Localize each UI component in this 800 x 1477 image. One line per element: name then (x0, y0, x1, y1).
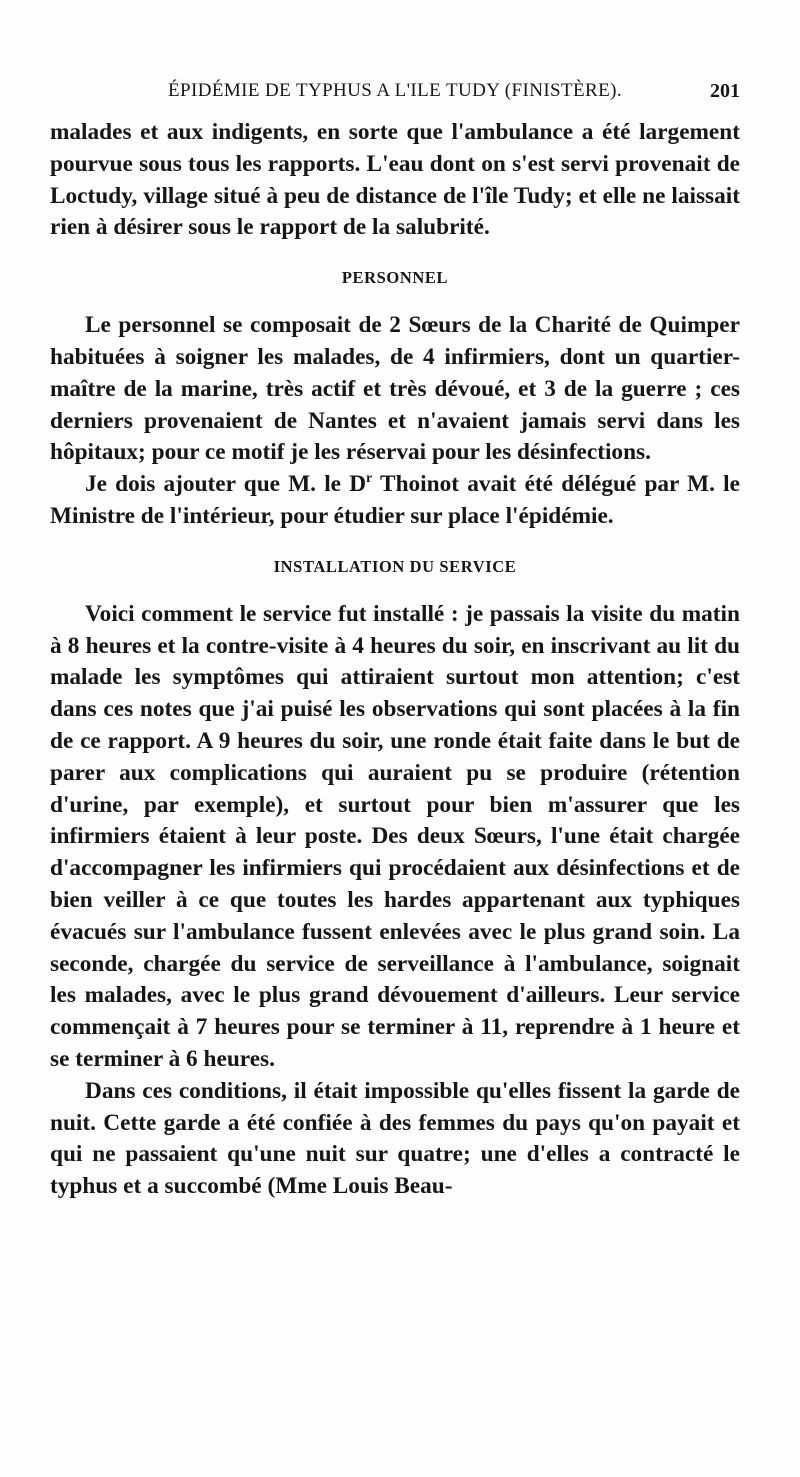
doctor-abbreviation-superscript: r (366, 471, 373, 487)
section-heading-installation: INSTALLATION DU SERVICE (273, 556, 517, 576)
paragraph-thoinot-start: Je dois ajouter que M. le D (85, 471, 367, 498)
page-header (50, 80, 740, 110)
paragraph-thoinot-end: Thoinot avait été délégué par M. le Ministre de l'intérieur, pour étudier sur place l'épidémie. (50, 471, 740, 529)
running-title: ÉPIDÉMIE DE TYPHUS A L'ILE TUDY (FINISTÈRE). (168, 80, 622, 101)
section-heading-personnel: PERSONNEL (341, 268, 449, 288)
paragraph-salubrite: malades et aux indigents, en sorte que l'ambulance a été largement pourvue sous tous les rapports. L'eau dont on s'est servi provenait de Loctudy, village situé à peu de distance de l'île Tudy; et elle ne laissait rien à désirer sous le rapport de la salubrité. (50, 119, 740, 241)
page-body (50, 117, 740, 1203)
paragraph-thoinot (50, 469, 740, 533)
paragraph-garde-de-nuit: Dans ces conditions, il était impossible qu'elles fissent la garde de nuit. Cette garde a été confiée à des femmes du pays qu'on payait et qui ne passaient qu'une nuit sur quatre; une d'elles a contracté le typhus et a succombé (Mme Louis Beau- (50, 1077, 740, 1200)
paragraph-service: Voici comment le service fut installé : je passais la visite du matin à 8 heures et la contre-visite à 4 heures du soir, en inscrivant au lit du malade les symptômes qui attiraient surtout mon attention; c'est dans ces notes que j'ai puisé les observations qui sont placées à la fin de ce rapport. A 9 heures du soir, une ronde était faite dans le but de parer aux complications qui auraient pu se produire (rétention d'urine, par exemple), et surtout pour bien m'assurer que les infirmiers étaient à leur poste. Des deux Sœurs, l'une était chargée d'accompagner les infirmiers qui procédaient aux désinfections et de bien veiller à ce que toutes les hardes appartenant aux typhiques évacués sur l'ambulance fussent enlevées avec le plus grand soin. La seconde, chargée du service de serveillance à l'ambulance, soignait les malades, avec le plus grand dévouement d'ailleurs. Leur service commençait à 7 heures pour se terminer à 11, reprendre à 1 heure et se terminer à 6 heures. (50, 600, 740, 1072)
page-number: 201 (710, 80, 740, 102)
paragraph-personnel: Le personnel se composait de 2 Sœurs de la Charité de Quimper habituées à soigner les malades, de 4 infirmiers, dont un quartier-maître de la marine, très actif et très dévoué, et 3 de la guerre ; ces derniers provenaient de Nantes et n'avaient jamais servi dans les hôpitaux; pour ce motif je les réservai pour les désinfections. (50, 312, 740, 466)
